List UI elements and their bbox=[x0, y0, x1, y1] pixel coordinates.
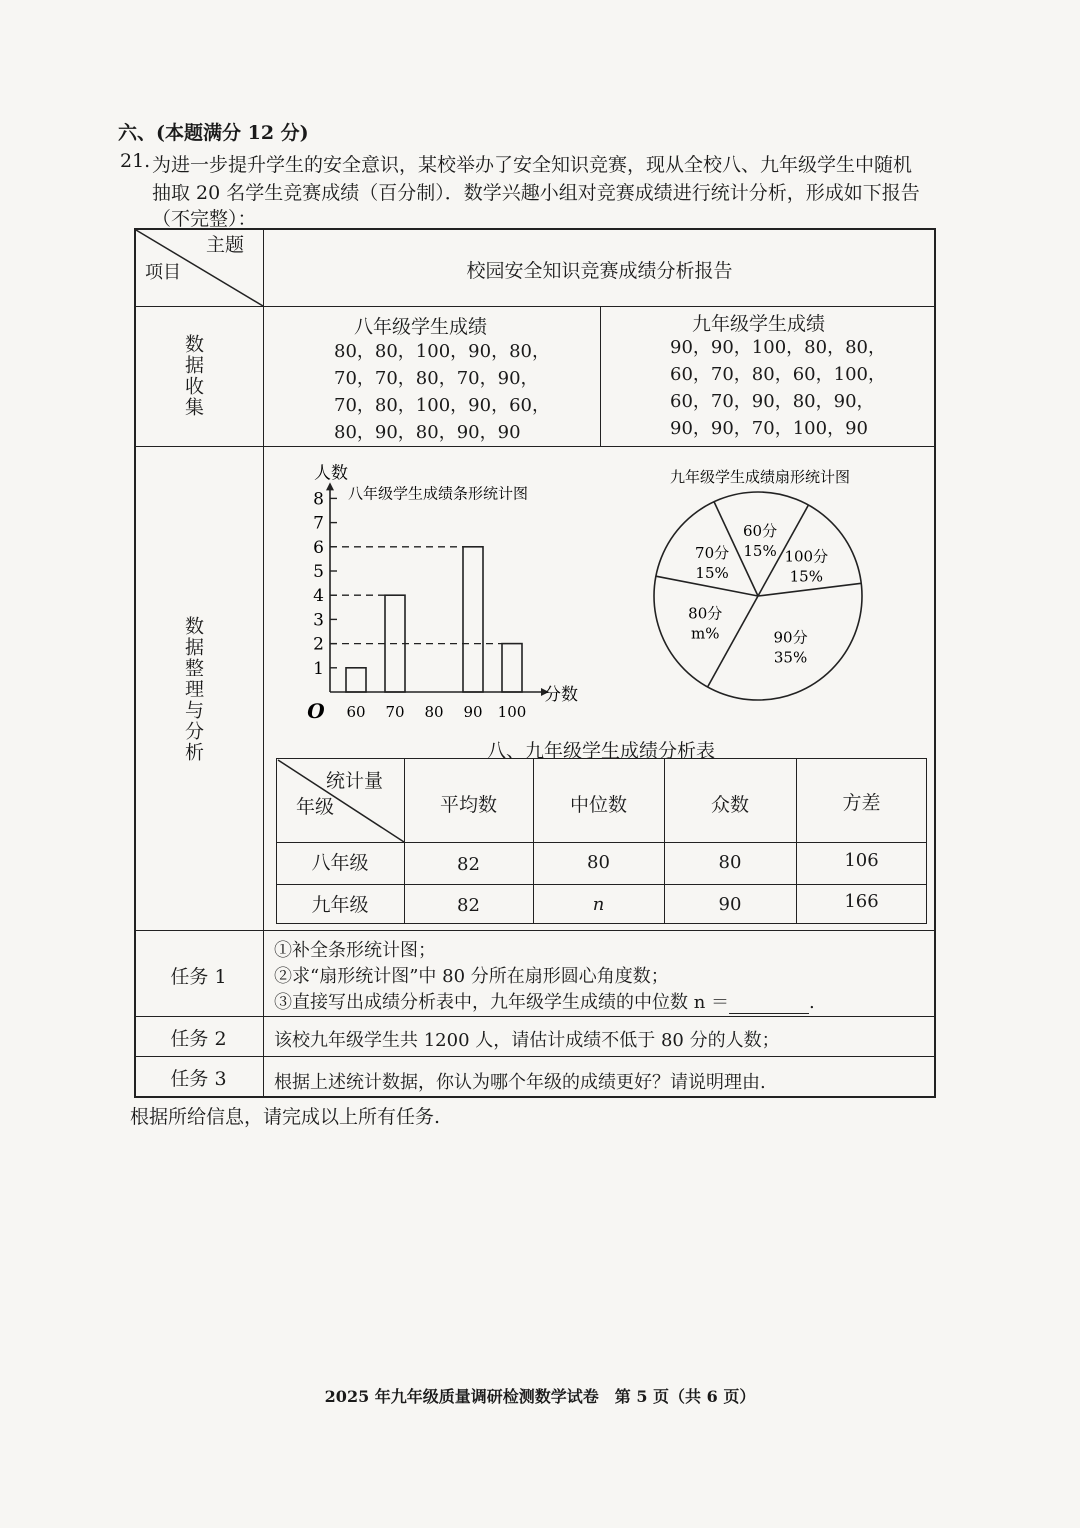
row-label-task3: 任务 3 bbox=[170, 1068, 227, 1090]
slice-label: 60分 bbox=[742, 521, 778, 540]
y-tick-label: 2 bbox=[313, 634, 324, 655]
grade9-mode: 90 bbox=[718, 894, 742, 915]
slice-percent: 15% bbox=[695, 564, 729, 583]
row-label-task2: 任务 2 bbox=[170, 1028, 227, 1050]
question-number: 21. bbox=[120, 150, 151, 172]
grade9-pie-chart bbox=[630, 458, 890, 718]
slice-percent: 35% bbox=[773, 648, 808, 667]
analysis-table-title: 八、九年级学生成绩分析表 bbox=[486, 740, 715, 762]
grade8-mean: 82 bbox=[457, 854, 480, 875]
answer-blank bbox=[729, 997, 809, 1014]
y-tick-label: 3 bbox=[313, 610, 324, 631]
column-divider bbox=[600, 306, 601, 446]
task1-line-3-end: . bbox=[809, 992, 815, 1013]
header-mode: 众数 bbox=[710, 794, 749, 816]
grade8-bar-chart bbox=[296, 458, 596, 728]
y-tick-label: 5 bbox=[313, 562, 324, 582]
slice-label: 90分 bbox=[773, 628, 808, 647]
header-variance: 方差 bbox=[842, 792, 881, 814]
grade9-scores-line: 90，90，100，80，80， bbox=[670, 337, 886, 358]
row-grade9-label: 九年级 bbox=[311, 894, 369, 916]
bar-90 bbox=[463, 547, 483, 692]
bar-60 bbox=[346, 668, 366, 692]
slice-label: 70分 bbox=[695, 544, 730, 563]
grade9-scores-line: 60，70，80，60，100， bbox=[670, 364, 886, 385]
page-footer: 2025 年九年级质量调研检测数学试卷 第 5 页（共 6 页） bbox=[324, 1387, 756, 1406]
grade9-scores-line: 90，90，70，100，90 bbox=[670, 418, 868, 439]
chart-title: 九年级学生成绩扇形统计图 bbox=[669, 468, 851, 486]
grade8-scores-line: 70，80，100，90，60， bbox=[334, 395, 550, 416]
x-tick-label: 60 bbox=[346, 703, 366, 721]
y-tick-label: 7 bbox=[313, 513, 324, 534]
row-grade8-label: 八年级 bbox=[311, 852, 369, 874]
y-tick-label: 8 bbox=[313, 489, 324, 510]
slice-label: 100分 bbox=[784, 547, 829, 566]
grade8-variance: 106 bbox=[844, 850, 879, 871]
grade8-mode: 80 bbox=[718, 852, 742, 873]
task1-line-3 bbox=[274, 988, 815, 1014]
corner-label-item: 项目 bbox=[145, 262, 181, 283]
task3-text: 根据上述统计数据，你认为哪个年级的成绩更好？请说明理由. bbox=[274, 1072, 766, 1093]
grade9-scores-title: 九年级学生成绩 bbox=[692, 313, 826, 335]
column-divider bbox=[263, 228, 264, 1098]
row-divider bbox=[134, 1056, 936, 1057]
grade9-scores bbox=[670, 334, 886, 442]
slice-percent: m% bbox=[690, 624, 720, 643]
question-line-2: 抽取 20 名学生竞赛成绩（百分制）．数学兴趣小组对竞赛成绩进行统计分析，形成如下报告 bbox=[152, 182, 920, 204]
grade8-scores-line: 70，70，80，70，90， bbox=[334, 368, 539, 389]
report-title: 校园安全知识竞赛成绩分析报告 bbox=[466, 260, 733, 282]
grade9-mean: 82 bbox=[457, 895, 480, 916]
question-line-1: 为进一步提升学生的安全意识，某校举办了安全知识竞赛，现从全校八、九年级学生中随机 bbox=[152, 154, 913, 176]
header-mean: 平均数 bbox=[439, 794, 497, 816]
header-median: 中位数 bbox=[569, 794, 627, 816]
grade8-median: 80 bbox=[587, 852, 610, 873]
y-tick-label: 1 bbox=[313, 658, 324, 679]
row-label-task1: 任务 1 bbox=[170, 966, 227, 988]
y-axis-label: 人数 bbox=[314, 463, 348, 484]
analysis-corner-stat: 统计量 bbox=[326, 770, 384, 792]
question-line-3: （不完整）： bbox=[152, 208, 257, 230]
y-tick-label: 4 bbox=[313, 586, 324, 607]
grade8-scores-line: 80，90，80，90，90 bbox=[334, 422, 521, 443]
grade8-scores-line: 80，80，100，90，80， bbox=[334, 341, 550, 362]
task1-line-3-text: ③直接写出成绩分析表中，九年级学生成绩的中位数 n ＝ bbox=[274, 992, 730, 1013]
row-divider bbox=[134, 930, 936, 931]
grade9-median: n bbox=[592, 894, 605, 915]
row-divider bbox=[134, 446, 936, 447]
y-axis-arrow bbox=[326, 482, 334, 490]
x-tick-label: 80 bbox=[424, 703, 444, 721]
row-divider bbox=[134, 1016, 936, 1017]
corner-label-topic: 主题 bbox=[206, 234, 245, 256]
grade9-scores-line: 60，70，90，80，90， bbox=[670, 391, 875, 412]
x-tick-label: 100 bbox=[497, 703, 527, 721]
closing-text: 根据所给信息，请完成以上所有任务. bbox=[130, 1106, 441, 1128]
task2-text: 该校九年级学生共 1200 人，请估计成绩不低于 80 分的人数； bbox=[274, 1030, 780, 1051]
task1-line-2: ②求“扇形统计图”中 80 分所在扇形圆心角度数； bbox=[274, 966, 669, 987]
origin-label: O bbox=[307, 699, 325, 723]
analysis-corner-grade: 年级 bbox=[296, 796, 335, 818]
x-tick-label: 90 bbox=[463, 703, 483, 721]
grade9-variance: 166 bbox=[844, 891, 879, 912]
section-header: 六、(本题满分 12 分) bbox=[118, 122, 309, 144]
bar-100 bbox=[502, 644, 522, 692]
slice-percent: 15% bbox=[743, 541, 777, 560]
analysis-row-divider bbox=[276, 884, 927, 885]
slice-percent: 15% bbox=[789, 567, 823, 586]
x-tick-label: 70 bbox=[385, 703, 405, 721]
y-tick-label: 6 bbox=[313, 537, 324, 558]
row-label-collection: 数据收集 bbox=[182, 334, 204, 418]
task1-line-1: ①补全条形统计图； bbox=[274, 940, 436, 961]
grade8-scores-title: 八年级学生成绩 bbox=[354, 316, 488, 338]
grade8-scores bbox=[334, 338, 550, 446]
chart-title: 八年级学生成绩条形统计图 bbox=[348, 484, 529, 503]
x-axis-label: 分数 bbox=[544, 685, 578, 705]
slice-label: 80分 bbox=[688, 604, 723, 623]
row-label-analysis: 数据整理与分析 bbox=[182, 616, 204, 763]
